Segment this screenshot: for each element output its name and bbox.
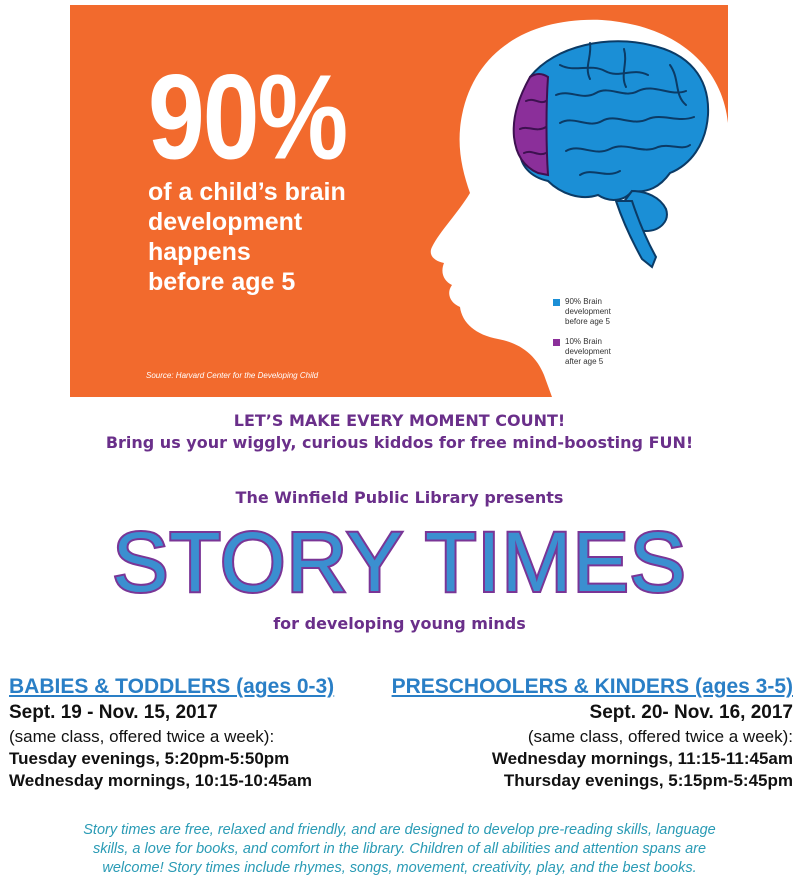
legend-line: after age 5 — [565, 357, 604, 366]
footer-line: Story times are free, relaxed and friendly, and are designed to develop pre-reading skills, language — [83, 822, 716, 838]
footer-description — [20, 821, 779, 878]
session-note: (same class, offered twice a week): — [9, 727, 275, 746]
legend-item — [553, 337, 611, 367]
source-citation: Source: Harvard Center for the Developing Child — [146, 371, 319, 380]
stat-line: development — [148, 208, 303, 236]
session-note: (same class, offered twice a week): — [527, 727, 793, 746]
session-dates: Sept. 20- Nov. 16, 2017 — [589, 702, 793, 723]
legend-line: 10% Brain — [565, 337, 602, 346]
session-dates: Sept. 19 - Nov. 15, 2017 — [9, 702, 218, 723]
tagline-headline: LET’S MAKE EVERY MOMENT COUNT! — [233, 411, 566, 430]
presenter-line: The Winfield Public Library presents — [235, 488, 564, 507]
footer-line: skills, a love for books, and comfort in the library. Children of all abilities and attention spans are — [92, 841, 707, 857]
session-heading: BABIES & TODDLERS (ages 0-3) — [9, 675, 335, 698]
stat-line: before age 5 — [148, 268, 296, 296]
brain-development-banner — [70, 5, 728, 397]
session-heading: PRESCHOOLERS & KINDERS (ages 3-5) — [391, 675, 793, 698]
subtitle: for developing young minds — [273, 614, 526, 633]
legend-line: 90% Brain — [565, 297, 602, 306]
child-head-silhouette — [370, 5, 728, 397]
legend-item — [553, 297, 611, 327]
stat-line: of a child’s brain — [148, 178, 346, 206]
session-babies-toddlers — [9, 674, 334, 792]
legend-swatch-blue — [553, 299, 560, 306]
stat-line: happens — [148, 238, 251, 266]
legend — [553, 297, 611, 377]
legend-line: development — [565, 307, 611, 316]
legend-line: before age 5 — [565, 317, 610, 326]
session-preschoolers-kinders — [392, 674, 793, 792]
session-time: Thursday evenings, 5:15pm-5:45pm — [503, 771, 793, 790]
tagline-subline: Bring us your wiggly, curious kiddos for free mind-boosting FUN! — [105, 433, 694, 452]
legend-text — [565, 297, 611, 327]
session-time: Wednesday mornings, 10:15-10:45am — [9, 771, 312, 790]
page-title: STORY TIMES — [112, 515, 687, 609]
session-time: Wednesday mornings, 11:15-11:45am — [491, 749, 793, 768]
stat-text — [148, 177, 346, 297]
legend-swatch-purple — [553, 339, 560, 346]
big-stat: 90% — [148, 49, 347, 185]
legend-text — [565, 337, 611, 367]
session-time: Tuesday evenings, 5:20pm-5:50pm — [9, 749, 290, 768]
legend-line: development — [565, 347, 611, 356]
footer-line: welcome! Story times include rhymes, songs, movement, creativity, play, and the best books. — [102, 860, 697, 876]
